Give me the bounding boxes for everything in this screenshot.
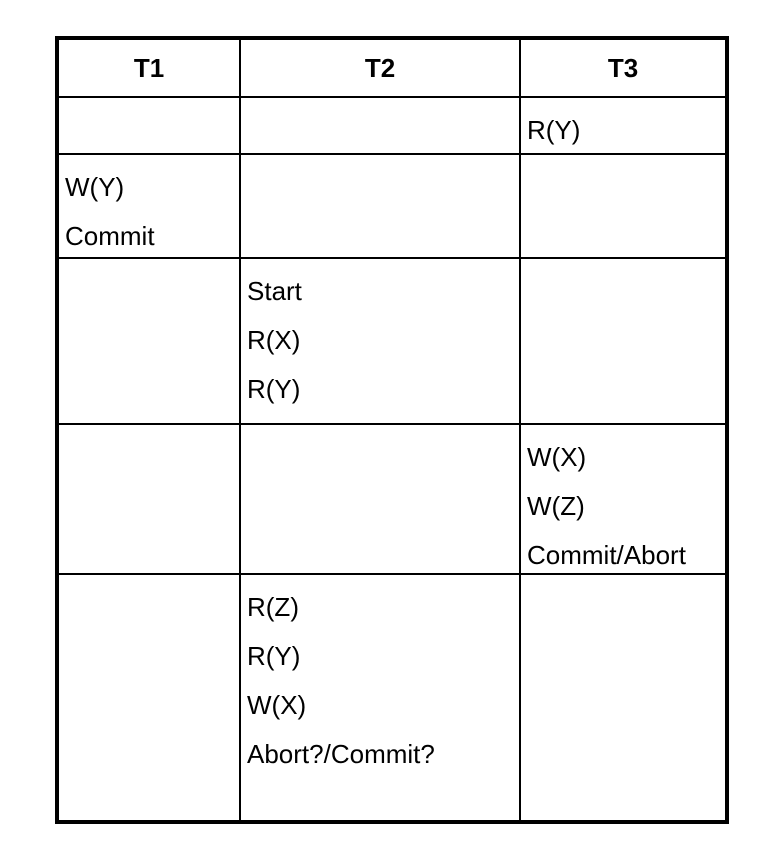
operation: R(Z) <box>247 592 299 622</box>
schedule-cell-t3-step-2 <box>521 155 725 259</box>
operation: R(Y) <box>247 374 301 404</box>
schedule-cell-t1-step-4 <box>59 425 241 575</box>
schedule-cell-t3-step-3 <box>521 259 725 425</box>
operation: W(X) <box>247 690 307 720</box>
schedule-cell-t3-step-1 <box>521 98 725 155</box>
schedule-cell-t2-step-5 <box>241 575 521 820</box>
schedule-table <box>55 36 729 824</box>
schedule-cell-t3-step-4 <box>521 425 725 575</box>
schedule-cell-t2-step-3 <box>241 259 521 425</box>
operation: R(X) <box>247 325 301 355</box>
schedule-cell-t3-step-5 <box>521 575 725 820</box>
operation: W(Z) <box>527 491 585 521</box>
operation: R(Y) <box>527 115 581 145</box>
schedule-cell-t1-step-5 <box>59 575 241 820</box>
schedule-cell-t1-step-2 <box>59 155 241 259</box>
schedule-cell-t1-step-3 <box>59 259 241 425</box>
header-t3: T3 <box>521 40 725 98</box>
header-t2: T2 <box>241 40 521 98</box>
operation: R(Y) <box>247 641 301 671</box>
operation: Abort?/Commit? <box>247 739 435 769</box>
schedule-cell-t2-step-1 <box>241 98 521 155</box>
operation: Commit/Abort <box>527 540 686 570</box>
schedule-cell-t2-step-4 <box>241 425 521 575</box>
schedule-cell-t2-step-2 <box>241 155 521 259</box>
operation: Start <box>247 276 302 306</box>
operation: W(X) <box>527 442 587 472</box>
operation: Commit <box>65 221 155 251</box>
schedule-cell-t1-step-1 <box>59 98 241 155</box>
operation: W(Y) <box>65 172 125 202</box>
header-t1: T1 <box>59 40 241 98</box>
